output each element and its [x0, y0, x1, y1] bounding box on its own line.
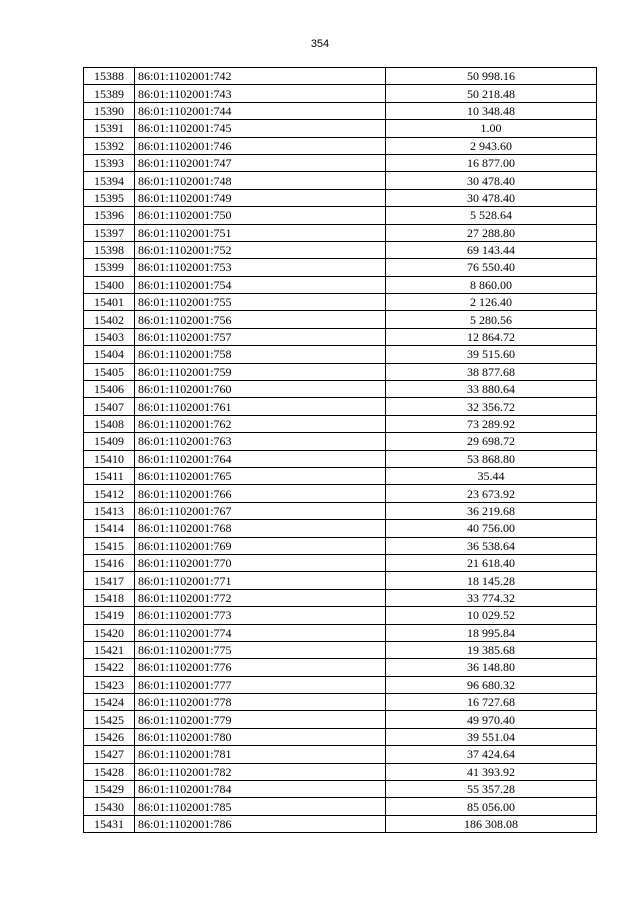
cadastral-value-cell: 2 126.40 — [386, 294, 597, 311]
table-body — [84, 68, 597, 833]
row-number-cell: 15426 — [84, 728, 135, 745]
cadastral-number-cell: 86:01:1102001:782 — [135, 763, 386, 780]
row-number-cell: 15429 — [84, 781, 135, 798]
cadastral-value-cell: 36 219.68 — [386, 502, 597, 519]
row-number-cell: 15410 — [84, 450, 135, 467]
table-row — [84, 154, 597, 171]
table-row — [84, 554, 597, 571]
table-row — [84, 746, 597, 763]
table-row — [84, 241, 597, 258]
row-number-cell: 15400 — [84, 276, 135, 293]
cadastral-value-cell: 33 880.64 — [386, 381, 597, 398]
table-row — [84, 172, 597, 189]
cadastral-number-cell: 86:01:1102001:758 — [135, 346, 386, 363]
cadastral-number-cell: 86:01:1102001:768 — [135, 520, 386, 537]
row-number-cell: 15407 — [84, 398, 135, 415]
table-row — [84, 781, 597, 798]
cadastral-number-cell: 86:01:1102001:771 — [135, 572, 386, 589]
table-row — [84, 415, 597, 432]
cadastral-number-cell: 86:01:1102001:748 — [135, 172, 386, 189]
cadastral-number-cell: 86:01:1102001:743 — [135, 85, 386, 102]
cadastral-value-cell: 39 515.60 — [386, 346, 597, 363]
row-number-cell: 15409 — [84, 433, 135, 450]
cadastral-number-cell: 86:01:1102001:749 — [135, 189, 386, 206]
table-row — [84, 311, 597, 328]
cadastral-value-cell: 35.44 — [386, 467, 597, 484]
cadastral-value-cell: 19 385.68 — [386, 641, 597, 658]
row-number-cell: 15397 — [84, 224, 135, 241]
cadastral-number-cell: 86:01:1102001:780 — [135, 728, 386, 745]
cadastral-value-cell: 2 943.60 — [386, 137, 597, 154]
table-row — [84, 433, 597, 450]
cadastral-value-cell: 85 056.00 — [386, 798, 597, 815]
cadastral-number-cell: 86:01:1102001:769 — [135, 537, 386, 554]
row-number-cell: 15417 — [84, 572, 135, 589]
cadastral-value-cell: 33 774.32 — [386, 589, 597, 606]
table-row — [84, 189, 597, 206]
table-row — [84, 259, 597, 276]
cadastral-number-cell: 86:01:1102001:773 — [135, 607, 386, 624]
cadastral-number-cell: 86:01:1102001:764 — [135, 450, 386, 467]
row-number-cell: 15418 — [84, 589, 135, 606]
row-number-cell: 15392 — [84, 137, 135, 154]
row-number-cell: 15412 — [84, 485, 135, 502]
cadastral-number-cell: 86:01:1102001:765 — [135, 467, 386, 484]
row-number-cell: 15402 — [84, 311, 135, 328]
cadastral-number-cell: 86:01:1102001:770 — [135, 554, 386, 571]
cadastral-value-cell: 18 995.84 — [386, 624, 597, 641]
table-row — [84, 102, 597, 119]
table-row — [84, 85, 597, 102]
cadastral-number-cell: 86:01:1102001:779 — [135, 711, 386, 728]
cadastral-number-cell: 86:01:1102001:774 — [135, 624, 386, 641]
cadastral-number-cell: 86:01:1102001:742 — [135, 68, 386, 85]
row-number-cell: 15401 — [84, 294, 135, 311]
page-number: 354 — [310, 38, 330, 50]
cadastral-number-cell: 86:01:1102001:760 — [135, 381, 386, 398]
table-row — [84, 485, 597, 502]
table-row — [84, 294, 597, 311]
table-row — [84, 137, 597, 154]
cadastral-number-cell: 86:01:1102001:754 — [135, 276, 386, 293]
cadastral-value-cell: 1.00 — [386, 120, 597, 137]
cadastral-number-cell: 86:01:1102001:766 — [135, 485, 386, 502]
cadastral-value-cell: 8 860.00 — [386, 276, 597, 293]
row-number-cell: 15393 — [84, 154, 135, 171]
table-row — [84, 346, 597, 363]
cadastral-value-cell: 38 877.68 — [386, 363, 597, 380]
cadastral-value-cell: 50 218.48 — [386, 85, 597, 102]
cadastral-value-table — [83, 67, 597, 833]
row-number-cell: 15404 — [84, 346, 135, 363]
cadastral-number-cell: 86:01:1102001:786 — [135, 815, 386, 832]
row-number-cell: 15388 — [84, 68, 135, 85]
cadastral-value-cell: 36 148.80 — [386, 659, 597, 676]
cadastral-number-cell: 86:01:1102001:775 — [135, 641, 386, 658]
cadastral-value-cell: 10 029.52 — [386, 607, 597, 624]
row-number-cell: 15390 — [84, 102, 135, 119]
cadastral-number-cell: 86:01:1102001:746 — [135, 137, 386, 154]
cadastral-number-cell: 86:01:1102001:785 — [135, 798, 386, 815]
table-row — [84, 763, 597, 780]
cadastral-value-cell: 23 673.92 — [386, 485, 597, 502]
cadastral-value-cell: 36 538.64 — [386, 537, 597, 554]
row-number-cell: 15415 — [84, 537, 135, 554]
table-row — [84, 276, 597, 293]
cadastral-value-cell: 30 478.40 — [386, 189, 597, 206]
cadastral-value-cell: 55 357.28 — [386, 781, 597, 798]
cadastral-value-cell: 29 698.72 — [386, 433, 597, 450]
row-number-cell: 15403 — [84, 328, 135, 345]
table-row — [84, 381, 597, 398]
row-number-cell: 15389 — [84, 85, 135, 102]
cadastral-value-cell: 12 864.72 — [386, 328, 597, 345]
table-row — [84, 728, 597, 745]
cadastral-number-cell: 86:01:1102001:753 — [135, 259, 386, 276]
table-row — [84, 398, 597, 415]
table-row — [84, 467, 597, 484]
row-number-cell: 15425 — [84, 711, 135, 728]
table-row — [84, 641, 597, 658]
cadastral-number-cell: 86:01:1102001:752 — [135, 241, 386, 258]
cadastral-value-cell: 49 970.40 — [386, 711, 597, 728]
cadastral-value-cell: 40 756.00 — [386, 520, 597, 537]
row-number-cell: 15391 — [84, 120, 135, 137]
row-number-cell: 15424 — [84, 694, 135, 711]
cadastral-number-cell: 86:01:1102001:784 — [135, 781, 386, 798]
row-number-cell: 15399 — [84, 259, 135, 276]
table-row — [84, 68, 597, 85]
cadastral-value-cell: 18 145.28 — [386, 572, 597, 589]
row-number-cell: 15394 — [84, 172, 135, 189]
cadastral-number-cell: 86:01:1102001:777 — [135, 676, 386, 693]
cadastral-value-cell: 37 424.64 — [386, 746, 597, 763]
row-number-cell: 15416 — [84, 554, 135, 571]
cadastral-number-cell: 86:01:1102001:744 — [135, 102, 386, 119]
table-row — [84, 676, 597, 693]
row-number-cell: 15413 — [84, 502, 135, 519]
cadastral-number-cell: 86:01:1102001:759 — [135, 363, 386, 380]
row-number-cell: 15431 — [84, 815, 135, 832]
cadastral-value-cell: 186 308.08 — [386, 815, 597, 832]
cadastral-value-cell: 5 528.64 — [386, 207, 597, 224]
table-row — [84, 624, 597, 641]
row-number-cell: 15396 — [84, 207, 135, 224]
cadastral-value-cell: 32 356.72 — [386, 398, 597, 415]
cadastral-value-cell: 69 143.44 — [386, 241, 597, 258]
row-number-cell: 15428 — [84, 763, 135, 780]
table-row — [84, 224, 597, 241]
row-number-cell: 15405 — [84, 363, 135, 380]
row-number-cell: 15419 — [84, 607, 135, 624]
cadastral-value-cell: 5 280.56 — [386, 311, 597, 328]
row-number-cell: 15395 — [84, 189, 135, 206]
cadastral-number-cell: 86:01:1102001:745 — [135, 120, 386, 137]
cadastral-value-cell: 41 393.92 — [386, 763, 597, 780]
row-number-cell: 15411 — [84, 467, 135, 484]
row-number-cell: 15421 — [84, 641, 135, 658]
cadastral-value-cell: 21 618.40 — [386, 554, 597, 571]
cadastral-value-cell: 76 550.40 — [386, 259, 597, 276]
row-number-cell: 15423 — [84, 676, 135, 693]
table-row — [84, 572, 597, 589]
cadastral-value-cell: 27 288.80 — [386, 224, 597, 241]
cadastral-value-cell: 30 478.40 — [386, 172, 597, 189]
row-number-cell: 15414 — [84, 520, 135, 537]
row-number-cell: 15408 — [84, 415, 135, 432]
table-row — [84, 607, 597, 624]
cadastral-value-cell: 39 551.04 — [386, 728, 597, 745]
table-row — [84, 450, 597, 467]
row-number-cell: 15406 — [84, 381, 135, 398]
cadastral-value-cell: 10 348.48 — [386, 102, 597, 119]
cadastral-value-cell: 16 877.00 — [386, 154, 597, 171]
cadastral-number-cell: 86:01:1102001:756 — [135, 311, 386, 328]
table-row — [84, 815, 597, 832]
row-number-cell: 15422 — [84, 659, 135, 676]
cadastral-number-cell: 86:01:1102001:763 — [135, 433, 386, 450]
table-row — [84, 520, 597, 537]
row-number-cell: 15427 — [84, 746, 135, 763]
cadastral-number-cell: 86:01:1102001:747 — [135, 154, 386, 171]
cadastral-value-cell: 16 727.68 — [386, 694, 597, 711]
table-row — [84, 589, 597, 606]
cadastral-number-cell: 86:01:1102001:755 — [135, 294, 386, 311]
table-row — [84, 537, 597, 554]
cadastral-number-cell: 86:01:1102001:762 — [135, 415, 386, 432]
cadastral-value-cell: 53 868.80 — [386, 450, 597, 467]
row-number-cell: 15398 — [84, 241, 135, 258]
row-number-cell: 15420 — [84, 624, 135, 641]
cadastral-value-cell: 50 998.16 — [386, 68, 597, 85]
table-row — [84, 659, 597, 676]
cadastral-number-cell: 86:01:1102001:750 — [135, 207, 386, 224]
table-row — [84, 207, 597, 224]
cadastral-number-cell: 86:01:1102001:761 — [135, 398, 386, 415]
table-row — [84, 328, 597, 345]
table-row — [84, 363, 597, 380]
table-row — [84, 798, 597, 815]
cadastral-number-cell: 86:01:1102001:757 — [135, 328, 386, 345]
table-row — [84, 502, 597, 519]
cadastral-value-cell: 73 289.92 — [386, 415, 597, 432]
cadastral-number-cell: 86:01:1102001:772 — [135, 589, 386, 606]
cadastral-value-cell: 96 680.32 — [386, 676, 597, 693]
table-row — [84, 120, 597, 137]
cadastral-number-cell: 86:01:1102001:767 — [135, 502, 386, 519]
cadastral-number-cell: 86:01:1102001:751 — [135, 224, 386, 241]
table-row — [84, 711, 597, 728]
table-row — [84, 694, 597, 711]
cadastral-number-cell: 86:01:1102001:781 — [135, 746, 386, 763]
row-number-cell: 15430 — [84, 798, 135, 815]
cadastral-number-cell: 86:01:1102001:776 — [135, 659, 386, 676]
cadastral-number-cell: 86:01:1102001:778 — [135, 694, 386, 711]
